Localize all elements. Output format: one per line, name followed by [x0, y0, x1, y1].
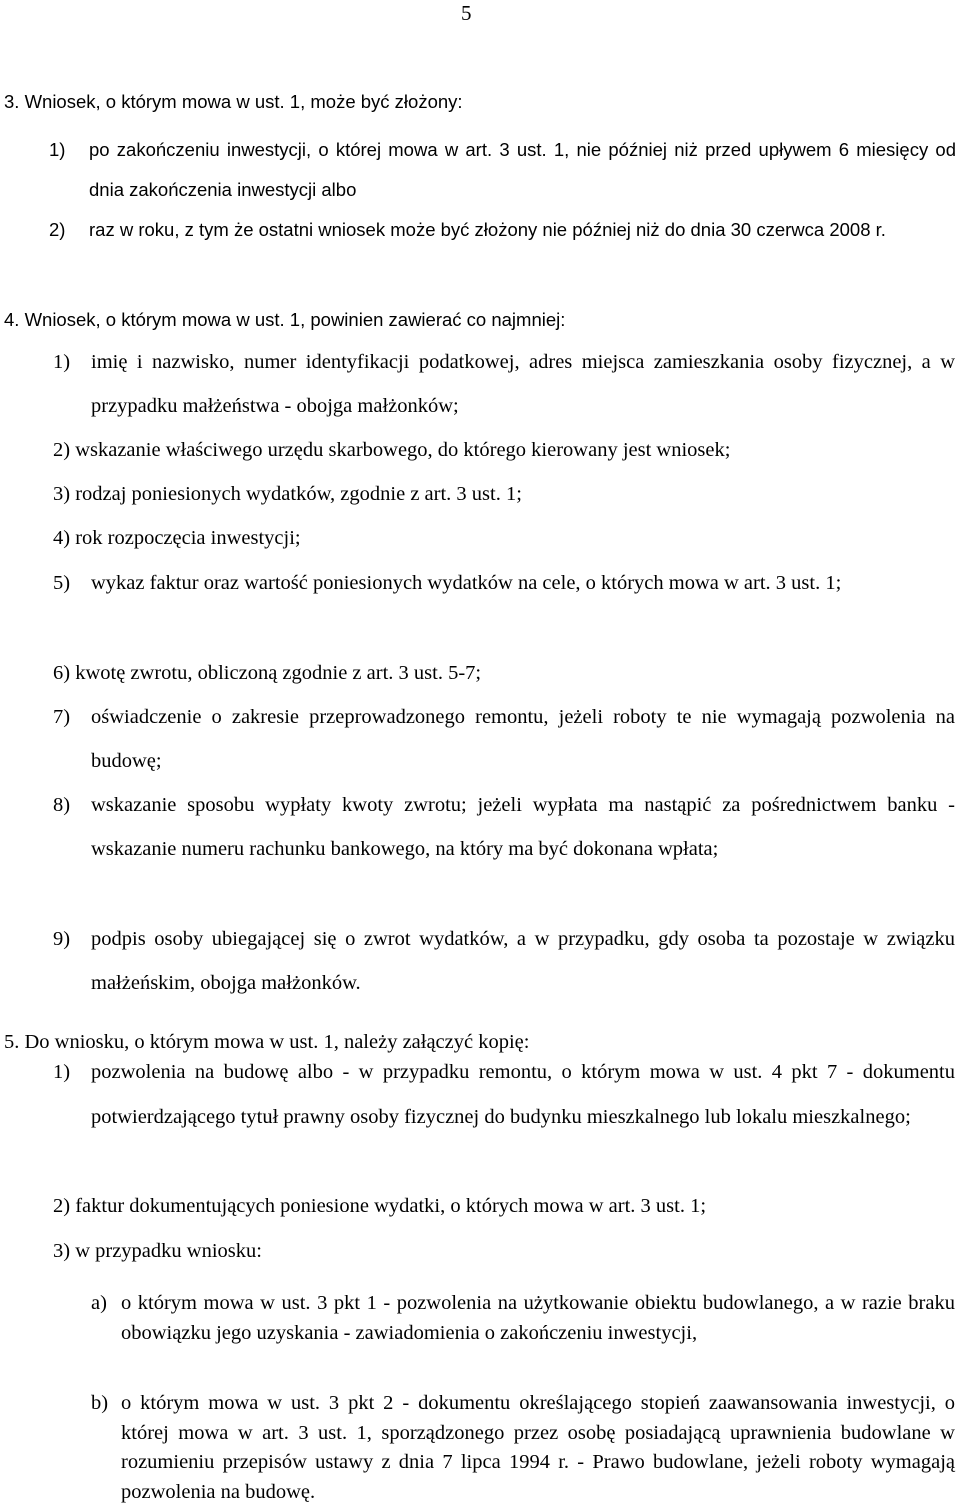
page-number: 5 — [461, 1, 472, 25]
list-item: 2) raz w roku, z tym że ostatni wniosek może być złożony nie później niż do dnia 30 czerwca 2008 r. — [49, 219, 886, 240]
list-item: 5) wykaz faktur oraz wartość poniesionych wydatków na cele, o których mowa w art. 3 ust. 1; — [53, 572, 842, 594]
list-item: 9) podpis osoby ubiegającej się o zwrot wydatków, a w przypadku, gdy osoba ta pozostaje w związku małżeńskim, obojga małżonków. — [53, 928, 955, 994]
section-3-heading: 3. Wniosek, o którym mowa w ust. 1, może być złożony: — [4, 91, 463, 112]
list-item: 1) po zakończeniu inwestycji, o której mowa w art. 3 ust. 1, nie później niż przed upływem 6 miesięcy od dnia zakończenia inwestycji albo — [49, 139, 956, 200]
list-item: 3) rodzaj poniesionych wydatków, zgodnie z art. 3 ust. 1; — [53, 483, 522, 505]
list-item: 6) kwotę zwrotu, obliczoną zgodnie z art. 3 ust. 5-7; — [53, 662, 482, 684]
list-item: 7) oświadczenie o zakresie przeprowadzonego remontu, jeżeli roboty te nie wymagają pozwolenia na budowę; — [53, 706, 955, 772]
list-item: 2) faktur dokumentujących poniesione wydatki, o których mowa w art. 3 ust. 1; — [53, 1195, 707, 1217]
sub-list-item: a) o którym mowa w ust. 3 pkt 1 - pozwolenia na użytkowanie obiektu budowlanego, a w razie braku obowiązku jego uzyskania - zawiadomienia o zakończeniu inwestycji, — [91, 1292, 955, 1344]
section-5-heading: 5. Do wniosku, o którym mowa w ust. 1, należy załączyć kopię: — [4, 1031, 530, 1053]
sub-list-item: b) o którym mowa w ust. 3 pkt 2 - dokumentu określającego stopień zaawansowania inwestycji, o której mowa w art. 3 ust. 1, sporządzonego przez osobę posiadającą uprawnienia budowlane w rozumieniu przepisów ustawy z dnia 7 lipca 1994 r. - Prawo budowlane, jeżeli roboty wymagają pozwolenia na budowę. — [91, 1392, 955, 1503]
list-item: 1) imię i nazwisko, numer identyfikacji podatkowej, adres miejsca zamieszkania osoby fizycznej, a w przypadku małżeństwa - obojga małżonków; — [53, 351, 955, 417]
list-item: 1) pozwolenia na budowę albo - w przypadku remontu, o którym mowa w ust. 4 pkt 7 - dokumentu potwierdzającego tytuł prawny osoby fizycznej do budynku mieszkalnego lub lokalu mieszkalnego; — [53, 1061, 955, 1128]
list-item: 2) wskazanie właściwego urzędu skarbowego, do którego kierowany jest wniosek; — [53, 439, 731, 461]
list-item: 8) wskazanie sposobu wypłaty kwoty zwrotu; jeżeli wypłata ma nastąpić za pośrednictwem banku - wskazanie numeru rachunku bankowego, na który ma być dokonana wpłata; — [53, 794, 955, 860]
section-4-heading: 4. Wniosek, o którym mowa w ust. 1, powinien zawierać co najmniej: — [4, 309, 566, 330]
list-item: 3) w przypadku wniosku: — [53, 1240, 262, 1262]
list-item: 4) rok rozpoczęcia inwestycji; — [53, 527, 301, 549]
